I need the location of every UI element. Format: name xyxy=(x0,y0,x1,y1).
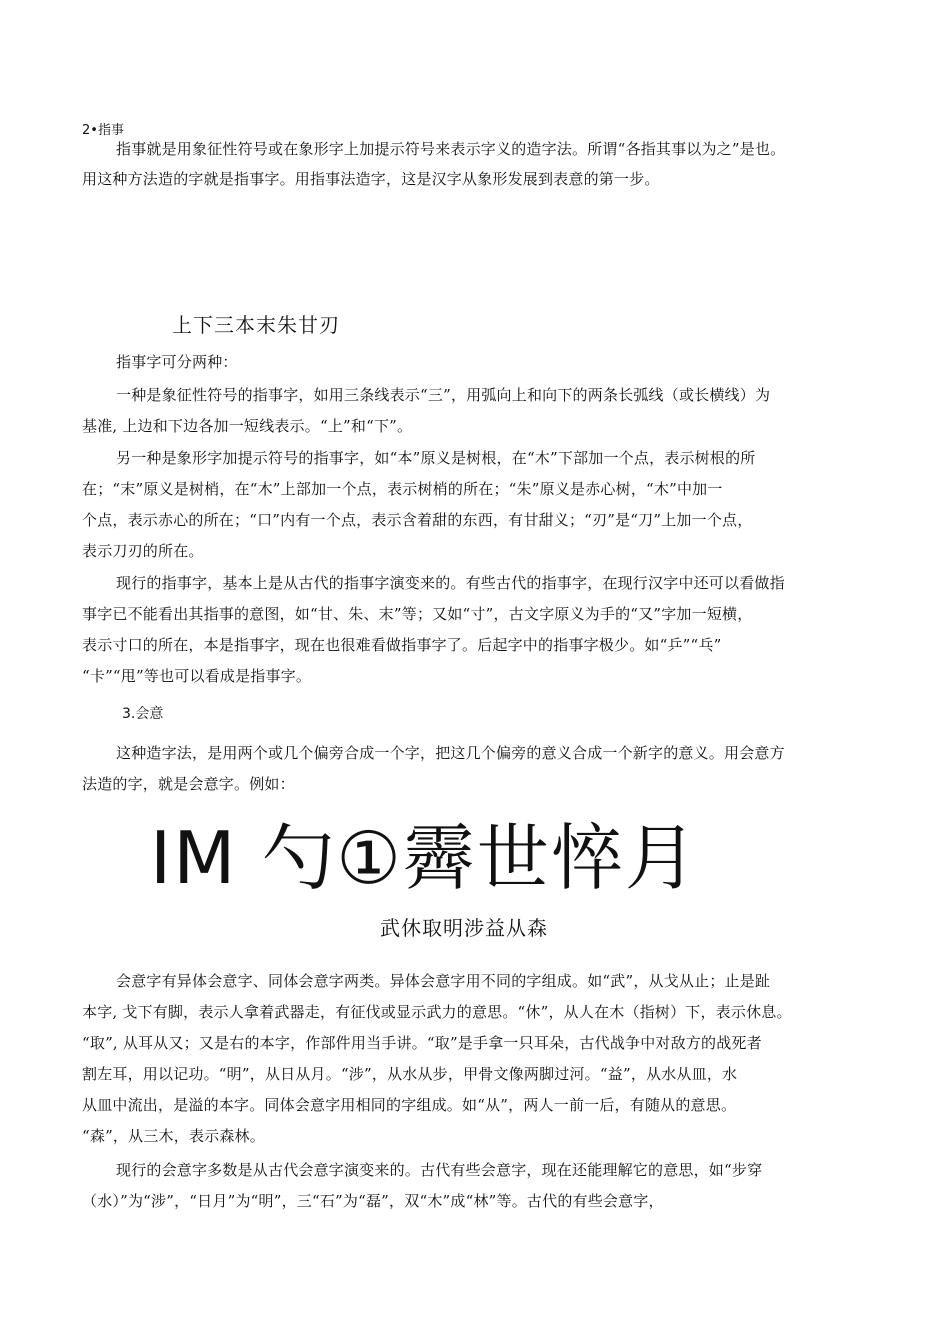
paragraph-line: 本字, 戈下有脚，表示人拿着武器走，有征伐或显示武力的意思。“休”，从人在木（指树）下，表示休息。 xyxy=(82,1003,792,1021)
paragraph-line: 用这种方法造的字就是指事字。用指事法造字，这是汉字从象形发展到表意的第一步。 xyxy=(82,170,660,188)
paragraph-line: 表示寸口的所在，本是指事字，现在也很难看做指事字了。后起字中的指事字极少。如“乒”“乓” xyxy=(82,636,722,654)
paragraph-line: “卡”“甩”等也可以看成是指事字。 xyxy=(82,667,312,685)
paragraph-line: 现行的指事字，基本上是从古代的指事字演变来的。有些古代的指事字，在现行汉字中还可以看做指 xyxy=(116,574,785,592)
paragraph-line: 一种是象征性符号的指事字，如用三条线表示“三”，用弧向上和向下的两条长弧线（或长横线）为 xyxy=(116,386,771,404)
paragraph-line: 割左耳，用以记功。“明”，从日从月。“涉”，从水从步，甲骨文像两脚过河。“益”，从水从皿，水 xyxy=(82,1065,738,1083)
huiyi-modern-paragraph xyxy=(82,1155,762,1217)
zhishi-modern-paragraph xyxy=(82,568,785,692)
paragraph-line: “森”，从三木，表示森林。 xyxy=(82,1127,265,1145)
huiyi-intro-paragraph xyxy=(82,738,785,800)
paragraph-line: 现行的会意字多数是从古代会意字演变来的。古代有些会意字，现在还能理解它的意思，如“步穿 xyxy=(116,1161,763,1179)
ancient-script-glyphs: IM 勺①霽世悴月 xyxy=(150,816,699,900)
paragraph-line: 表示刀刃的所在。 xyxy=(82,542,204,560)
huiyi-types-paragraph xyxy=(82,966,792,1152)
section-3-heading: 3.会意 xyxy=(122,706,164,722)
paragraph-line: “取”, 从耳从又；又是右的本字，作部件用当手讲。“取”是手拿一只耳朵，古代战争中对敌方的战死者 xyxy=(82,1034,762,1052)
zhishi-type-2-paragraph xyxy=(82,443,755,567)
huiyi-example-characters: 武休取明涉益从森 xyxy=(380,916,548,940)
section-2-intro xyxy=(82,134,785,194)
paragraph-line: 从皿中流出，是溢的本字。同体会意字用相同的字组成。如“从”，两人一前一后，有随从的意思。 xyxy=(82,1096,737,1114)
zhishi-type-1-paragraph xyxy=(82,380,770,442)
paragraph-line: （水）”为“涉”，“日月”为“明”，三“石”为“磊”，双“木”成“林”等。古代的有些会意字， xyxy=(82,1192,664,1210)
zhishi-types-intro: 指事字可分两种： xyxy=(116,353,238,371)
paragraph-line: 基准, 上边和下边各加一短线表示。“上”和“下”。 xyxy=(82,417,413,435)
paragraph-line: 在；“末”原义是树梢，在“木”上部加一个点，表示树梢的所在；“朱”原义是赤心树，“木”中加一 xyxy=(82,480,723,498)
paragraph-line: 事字已不能看出其指事的意图，如“甘、朱、末”等；又如“寸”，古文字原义为手的“又”字加一短横， xyxy=(82,605,753,623)
paragraph-line: 另一种是象形字加提示符号的指事字，如“本”原义是树根，在“木”下部加一个点，表示树根的所 xyxy=(116,449,756,467)
paragraph-line: 指事就是用象征性符号或在象形字上加提示符号来表示字义的造字法。所谓“各指其事以为之”是也。 xyxy=(116,140,786,158)
zhishi-example-characters: 上下三本末朱甘刃 xyxy=(172,313,340,337)
paragraph-line: 个点，表示赤心的所在；“口”内有一个点，表示含着甜的东西，有甘甜义；“刃”是“刀”上加一个点， xyxy=(82,511,753,529)
paragraph-line: 会意字有异体会意字、同体会意字两类。异体会意字用不同的字组成。如“武”，从戈从止；止是趾 xyxy=(116,972,771,990)
paragraph-line: 这种造字法，是用两个或几个偏旁合成一个字，把这几个偏旁的意义合成一个新字的意义。用会意方 xyxy=(116,744,785,762)
paragraph-line: 法造的字，就是会意字。例如： xyxy=(82,775,295,793)
section-2-heading: 2•指事 xyxy=(82,123,124,138)
